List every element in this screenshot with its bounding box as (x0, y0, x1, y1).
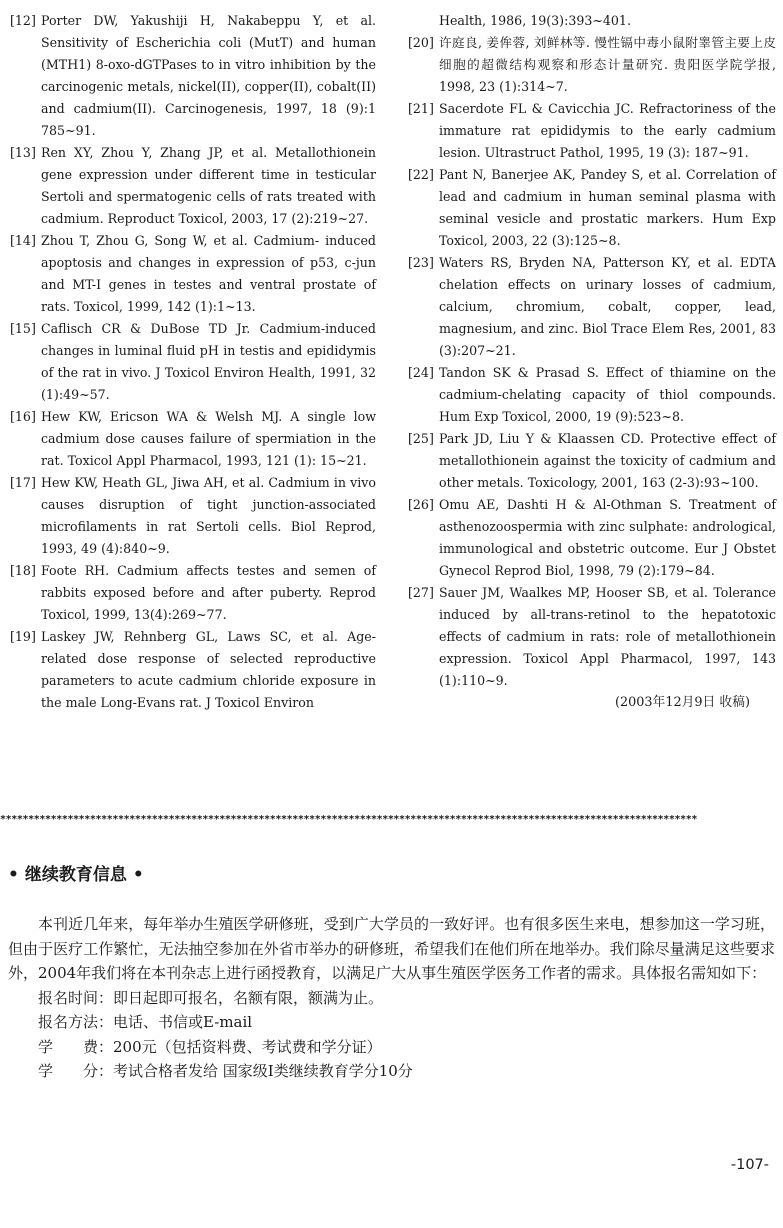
received-date: (2003年12月9日 收稿) (614, 695, 750, 710)
section-heading (8, 860, 144, 885)
notice-item (8, 1010, 775, 1035)
reference-column-right (408, 10, 776, 714)
reference-column-left (10, 10, 376, 714)
reference-entry: [26] Omu AE, Dashti H & Al-Othman S. Treatment of asthenozoospermia with zinc sulphate: andrological, immunological and obstetric outcome. Eur J Obstet Gynecol Reprod Biol, 1998, 79 (2):179~84. (408, 497, 776, 578)
item-label: 报名方法： (38, 1013, 114, 1031)
reference-entry: [16] Hew KW, Ericson WA & Welsh MJ. A single low cadmium dose causes failure of spermiation in the rat. Toxicol Appl Pharmacol, 1993, 121 (1): 15~21. (10, 409, 376, 468)
reference-entry: [21] Sacerdote FL & Cavicchia JC. Refractoriness of the immature rat epididymis to the early cadmium lesion. Ultrastruct Pathol, 1995, 19 (3): 187~91. (408, 101, 776, 160)
reference-entry: [27] Sauer JM, Waalkes MP, Hooser SB, et al. Tolerance induced by all-trans-retinol to the hepatotoxic effects of cadmium in rats: role of metallothionein expression. Toxicol Appl Pharmacol, 1997, 143 (1):110~9. (408, 585, 776, 688)
reference-entry: [18] Foote RH. Cadmium affects testes and semen of rabbits exposed before and after puberty. Reprod Toxicol, 1999, 13(4):269~77. (10, 563, 376, 622)
notice-paragraph: 本刊近几年来，每年举办生殖医学研修班，受到广大学员的一致好评。也有很多医生来电，想参加这一学习班，但由于医疗工作繁忙，无法抽空参加在外省市举办的研修班，希望我们在他们所在地举办。我们除尽量满足这些要求外，2004年我们将在本刊杂志上进行函授教育，以满足广大从事生殖医学医务工作者的需求。具体报名需知如下： (8, 915, 775, 982)
reference-entry: [22] Pant N, Banerjee AK, Pandey S, et al. Correlation of lead and cadmium in human seminal plasma with seminal vesicle and prostatic markers. Hum Exp Toxicol, 2003, 22 (3):125~8. (408, 167, 776, 248)
notice-item (8, 986, 775, 1011)
reference-list (0, 10, 783, 800)
item-value: 即日起即可报名，名额有限，额满为止。 (113, 988, 384, 1007)
reference-entry: [12] Porter DW, Yakushiji H, Nakabeppu Y, et al. Sensitivity of Escherichia coli (MutT) and human (MTH1) 8-oxo-dGTPases to in vitro inhibition by the carcinogenic metals, nickel(II), copper(II), cobalt(II) and cadmium(II). Carcinogenesis, 1997, 18 (9):1 785~91. (10, 13, 376, 138)
item-value: 电话、书信或E-mail (113, 1013, 253, 1031)
reference-continuation: Health, 1986, 19(3):393~401. (439, 13, 631, 28)
item-label: 学 分： (38, 1062, 114, 1080)
item-label: 报名时间： (38, 988, 114, 1007)
reference-entry: [23] Waters RS, Bryden NA, Patterson KY, et al. EDTA chelation effects on urinary losses of cadmium, calcium, chromium, cobalt, copper, lead, magnesium, and zinc. Biol Trace Elem Res, 2001, 83 (3):207~21. (408, 255, 776, 358)
item-value: 考试合格者发给 国家级Ⅰ类继续教育学分10分 (113, 1062, 413, 1080)
bullet-icon: • (8, 865, 19, 885)
reference-entry: [13] Ren XY, Zhou Y, Zhang JP, et al. Metallothionein gene expression under different time in testicular Sertoli and spermatogenic cells of rats treated with cadmium. Reproduct Toxicol, 2003, 17 (2):219~27. (10, 145, 376, 226)
reference-entry: [19] Laskey JW, Rehnberg GL, Laws SC, et al. Age-related dose response of selected reproductive parameters to acute cadmium chloride exposure in the male Long-Evans rat. J Toxicol Environ (10, 629, 376, 710)
reference-entry: [17] Hew KW, Heath GL, Jiwa AH, et al. Cadmium in vivo causes disruption of tight junction-associated microfilaments in rat Sertoli cells. Biol Reprod, 1993, 49 (4):840~9. (10, 475, 376, 556)
reference-entry: [14] Zhou T, Zhou G, Song W, et al. Cadmium- induced apoptosis and changes in expression of p53, c-jun and MT-I genes in testes and ventral prostate of rats. Toxicol, 1999, 142 (1):1~13. (10, 233, 376, 314)
reference-entry: [25] Park JD, Liu Y & Klaassen CD. Protective effect of metallothionein against the toxicity of cadmium and other metals. Toxicology, 2001, 163 (2-3):93~100. (408, 431, 776, 490)
notice-item (8, 1059, 775, 1084)
item-value: 200元（包括资料费、考试费和学分证） (113, 1037, 382, 1056)
star-divider: **************************************************************************************************************************** (0, 814, 697, 825)
reference-entry: [20] 许庭良, 姜侔蓉, 刘鲜林等. 慢性镉中毒小鼠附睾管主要上皮细胞的超微结构观察和形态计量研究. 贵阳医学院学报, 1998, 23 (1):314~7. (408, 35, 776, 94)
notice-item (8, 1035, 775, 1060)
reference-entry: [15] Caflisch CR & DuBose TD Jr. Cadmium-induced changes in luminal fluid pH in testis and epididymis of the rat in vivo. J Toxicol Environ Health, 1991, 32 (1):49~57. (10, 321, 376, 402)
page-number: -107- (730, 1157, 769, 1173)
bullet-icon: • (132, 865, 144, 885)
item-label: 学 费： (38, 1037, 114, 1056)
reference-entry: [24] Tandon SK & Prasad S. Effect of thiamine on the cadmium-chelating capacity of thiol compounds. Hum Exp Toxicol, 2000, 19 (9):523~8. (408, 365, 776, 424)
notice-body (8, 912, 775, 1084)
section-title: 继续教育信息 (24, 865, 127, 885)
